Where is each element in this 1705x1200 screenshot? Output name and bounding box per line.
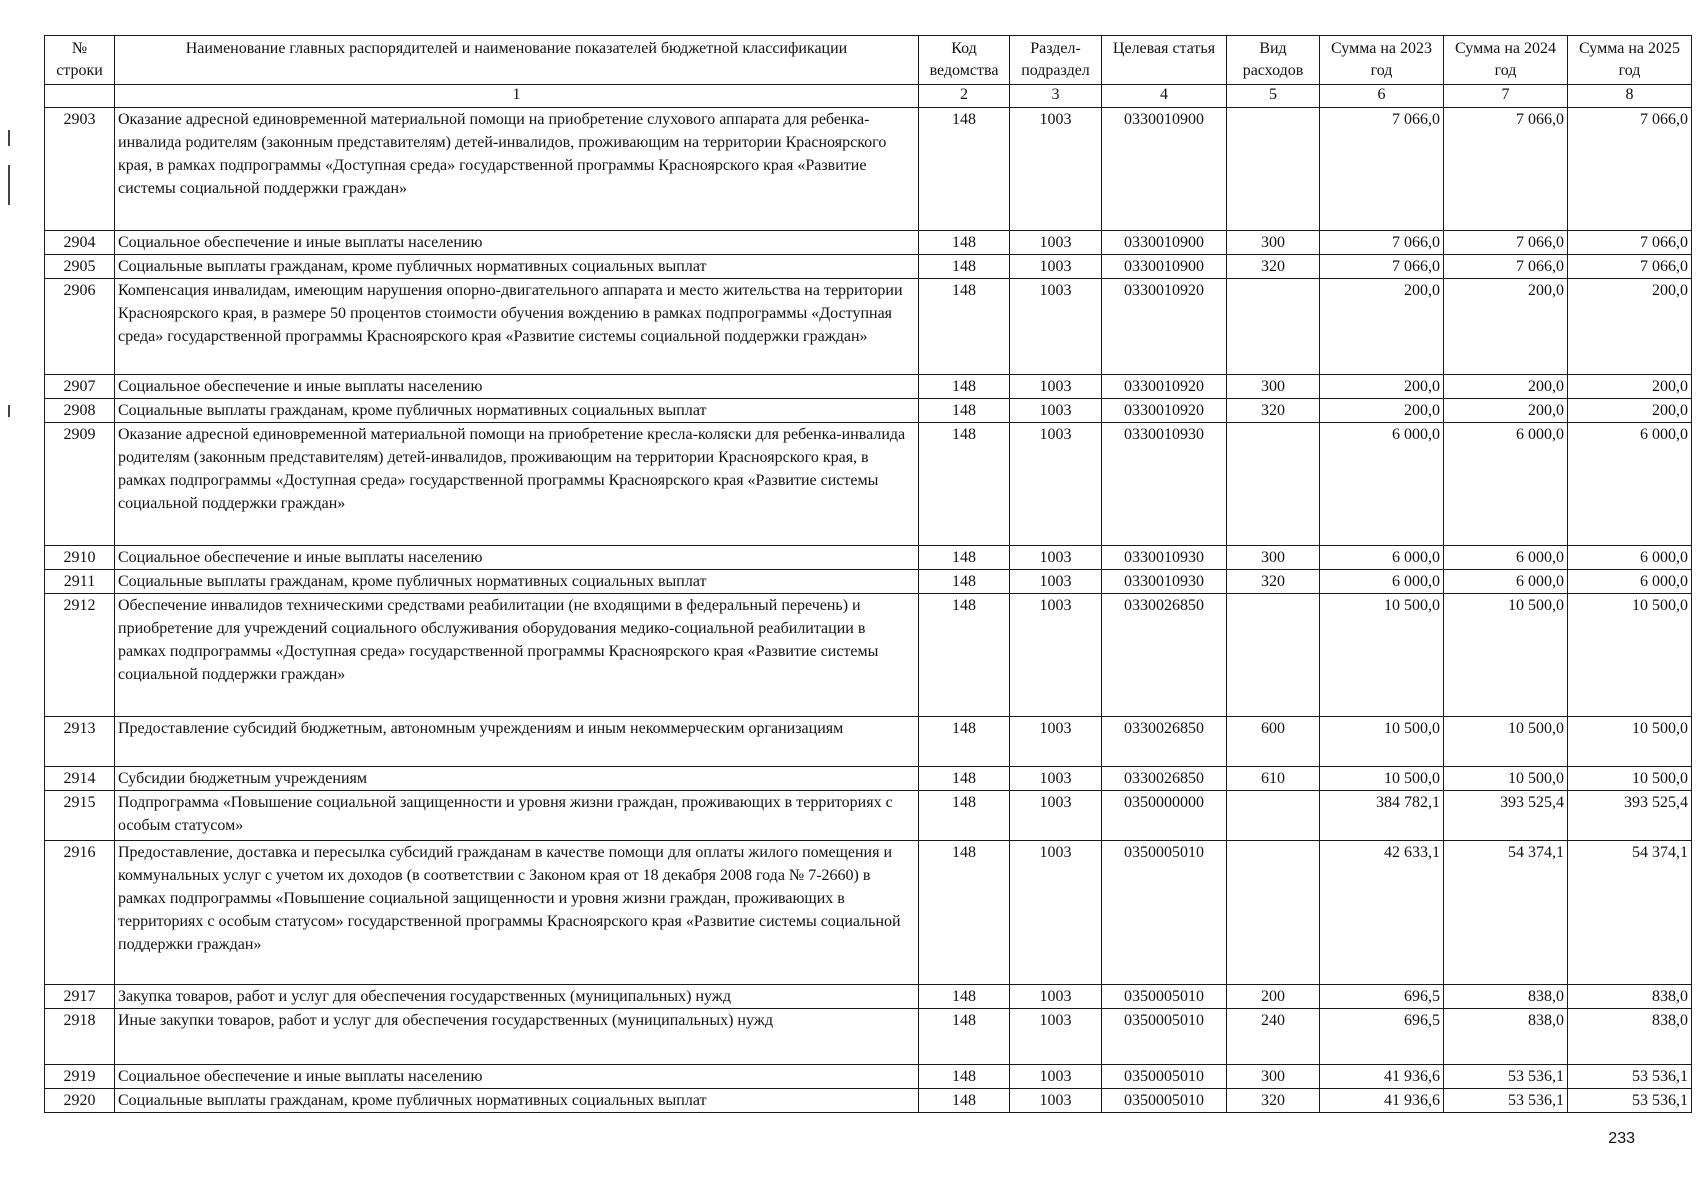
table-row — [45, 231, 1692, 255]
row-dept-code: 148 — [919, 1009, 1010, 1065]
row-sum-2024: 10 500,0 — [1444, 717, 1568, 767]
table-row — [45, 717, 1692, 767]
header-dept-code: Код ведомства — [919, 36, 1010, 85]
row-sum-2023: 7 066,0 — [1320, 231, 1444, 255]
row-name: Субсидии бюджетным учреждениям — [115, 767, 919, 791]
row-dept-code: 148 — [919, 255, 1010, 279]
row-section: 1003 — [1010, 255, 1102, 279]
row-target-article: 0330026850 — [1102, 767, 1227, 791]
row-section: 1003 — [1010, 546, 1102, 570]
row-dept-code: 148 — [919, 841, 1010, 985]
row-name: Социальное обеспечение и иные выплаты населению — [115, 546, 919, 570]
row-section: 1003 — [1010, 1009, 1102, 1065]
row-expense-kind: 300 — [1227, 231, 1320, 255]
row-expense-kind: 320 — [1227, 399, 1320, 423]
column-number: 6 — [1320, 85, 1444, 108]
row-dept-code: 148 — [919, 594, 1010, 717]
header-expense-kind: Вид расходов — [1227, 36, 1320, 85]
row-sum-2023: 7 066,0 — [1320, 255, 1444, 279]
row-number: 2904 — [45, 231, 115, 255]
row-number: 2903 — [45, 108, 115, 231]
row-sum-2024: 53 536,1 — [1444, 1089, 1568, 1113]
row-sum-2025: 6 000,0 — [1568, 570, 1692, 594]
row-sum-2023: 200,0 — [1320, 399, 1444, 423]
row-sum-2023: 200,0 — [1320, 375, 1444, 399]
header-name: Наименование главных распорядителей и наименование показателей бюджетной классификации — [115, 36, 919, 85]
header-sum-2025: Сумма на 2025 год — [1568, 36, 1692, 85]
header-rownum: № строки — [45, 36, 115, 85]
row-sum-2025: 200,0 — [1568, 375, 1692, 399]
row-sum-2025: 53 536,1 — [1568, 1065, 1692, 1089]
row-dept-code: 148 — [919, 985, 1010, 1009]
header-sum-2024: Сумма на 2024 год — [1444, 36, 1568, 85]
row-dept-code: 148 — [919, 791, 1010, 841]
row-sum-2024: 838,0 — [1444, 1009, 1568, 1065]
row-target-article: 0350005010 — [1102, 1065, 1227, 1089]
row-target-article: 0330010920 — [1102, 399, 1227, 423]
row-target-article: 0330010930 — [1102, 570, 1227, 594]
row-sum-2025: 10 500,0 — [1568, 594, 1692, 717]
row-section: 1003 — [1010, 594, 1102, 717]
column-number: 4 — [1102, 85, 1227, 108]
row-name: Социальные выплаты гражданам, кроме публичных нормативных социальных выплат — [115, 255, 919, 279]
row-number: 2910 — [45, 546, 115, 570]
row-sum-2025: 7 066,0 — [1568, 255, 1692, 279]
table-row — [45, 255, 1692, 279]
row-sum-2025: 838,0 — [1568, 1009, 1692, 1065]
row-sum-2025: 200,0 — [1568, 279, 1692, 375]
row-sum-2023: 10 500,0 — [1320, 717, 1444, 767]
row-expense-kind: 610 — [1227, 767, 1320, 791]
row-sum-2024: 54 374,1 — [1444, 841, 1568, 985]
budget-table — [44, 35, 1692, 1113]
page-number: 233 — [1608, 1130, 1635, 1147]
row-sum-2024: 7 066,0 — [1444, 108, 1568, 231]
row-dept-code: 148 — [919, 1065, 1010, 1089]
row-sum-2025: 7 066,0 — [1568, 108, 1692, 231]
column-number: 3 — [1010, 85, 1102, 108]
table-row — [45, 423, 1692, 546]
row-sum-2024: 838,0 — [1444, 985, 1568, 1009]
row-target-article: 0330010920 — [1102, 279, 1227, 375]
column-number: 2 — [919, 85, 1010, 108]
row-sum-2024: 200,0 — [1444, 375, 1568, 399]
row-name: Социальные выплаты гражданам, кроме публичных нормативных социальных выплат — [115, 1089, 919, 1113]
row-name: Социальные выплаты гражданам, кроме публичных нормативных социальных выплат — [115, 399, 919, 423]
row-sum-2025: 53 536,1 — [1568, 1089, 1692, 1113]
row-section: 1003 — [1010, 1065, 1102, 1089]
column-number-row — [45, 85, 1692, 108]
row-section: 1003 — [1010, 767, 1102, 791]
table-row — [45, 767, 1692, 791]
row-sum-2024: 53 536,1 — [1444, 1065, 1568, 1089]
row-target-article: 0350005010 — [1102, 985, 1227, 1009]
row-number: 2905 — [45, 255, 115, 279]
row-sum-2025: 54 374,1 — [1568, 841, 1692, 985]
row-number: 2909 — [45, 423, 115, 546]
row-expense-kind — [1227, 791, 1320, 841]
row-sum-2023: 6 000,0 — [1320, 423, 1444, 546]
column-number: 8 — [1568, 85, 1692, 108]
row-section: 1003 — [1010, 570, 1102, 594]
row-name: Социальные выплаты гражданам, кроме публичных нормативных социальных выплат — [115, 570, 919, 594]
row-sum-2025: 10 500,0 — [1568, 767, 1692, 791]
row-dept-code: 148 — [919, 1089, 1010, 1113]
row-sum-2023: 42 633,1 — [1320, 841, 1444, 985]
row-target-article: 0330026850 — [1102, 594, 1227, 717]
row-number: 2914 — [45, 767, 115, 791]
row-section: 1003 — [1010, 375, 1102, 399]
table-row — [45, 570, 1692, 594]
table-row — [45, 375, 1692, 399]
row-name: Иные закупки товаров, работ и услуг для обеспечения государственных (муниципальных) нужд — [115, 1009, 919, 1065]
row-name: Оказание адресной единовременной материальной помощи на приобретение кресла-коляски для ребенка-инвалида родителям (законным представителям) детей-инвалидов, проживающим на территории Красноярского края, в рамках подпрограммы «Доступная среда» государственной программы Красноярского края «Развитие системы социальной поддержки граждан» — [115, 423, 919, 546]
row-sum-2024: 200,0 — [1444, 399, 1568, 423]
row-section: 1003 — [1010, 399, 1102, 423]
row-sum-2024: 10 500,0 — [1444, 767, 1568, 791]
row-number: 2915 — [45, 791, 115, 841]
row-expense-kind: 300 — [1227, 1065, 1320, 1089]
row-sum-2025: 6 000,0 — [1568, 546, 1692, 570]
row-sum-2025: 10 500,0 — [1568, 717, 1692, 767]
table-row — [45, 1065, 1692, 1089]
row-dept-code: 148 — [919, 108, 1010, 231]
column-number: 1 — [115, 85, 919, 108]
row-section: 1003 — [1010, 279, 1102, 375]
row-sum-2024: 200,0 — [1444, 279, 1568, 375]
row-number: 2907 — [45, 375, 115, 399]
row-number: 2918 — [45, 1009, 115, 1065]
row-number: 2912 — [45, 594, 115, 717]
row-target-article: 0330026850 — [1102, 717, 1227, 767]
row-dept-code: 148 — [919, 279, 1010, 375]
row-expense-kind — [1227, 594, 1320, 717]
row-expense-kind — [1227, 279, 1320, 375]
table-row — [45, 1089, 1692, 1113]
row-dept-code: 148 — [919, 231, 1010, 255]
row-number: 2920 — [45, 1089, 115, 1113]
row-sum-2023: 696,5 — [1320, 985, 1444, 1009]
column-number — [45, 85, 115, 108]
header-row — [45, 36, 1692, 85]
row-sum-2023: 696,5 — [1320, 1009, 1444, 1065]
table-row — [45, 399, 1692, 423]
row-dept-code: 148 — [919, 375, 1010, 399]
row-sum-2025: 200,0 — [1568, 399, 1692, 423]
row-sum-2023: 41 936,6 — [1320, 1089, 1444, 1113]
row-dept-code: 148 — [919, 423, 1010, 546]
row-sum-2025: 6 000,0 — [1568, 423, 1692, 546]
row-dept-code: 148 — [919, 767, 1010, 791]
row-sum-2025: 393 525,4 — [1568, 791, 1692, 841]
row-number: 2913 — [45, 717, 115, 767]
row-target-article: 0350000000 — [1102, 791, 1227, 841]
header-target-article: Целевая статья — [1102, 36, 1227, 85]
row-sum-2024: 6 000,0 — [1444, 423, 1568, 546]
row-expense-kind — [1227, 841, 1320, 985]
table-row — [45, 279, 1692, 375]
row-sum-2024: 6 000,0 — [1444, 546, 1568, 570]
row-expense-kind: 300 — [1227, 375, 1320, 399]
row-sum-2023: 6 000,0 — [1320, 570, 1444, 594]
header-sum-2023: Сумма на 2023 год — [1320, 36, 1444, 85]
row-expense-kind: 320 — [1227, 1089, 1320, 1113]
row-section: 1003 — [1010, 231, 1102, 255]
row-section: 1003 — [1010, 1089, 1102, 1113]
table-row — [45, 108, 1692, 231]
row-expense-kind — [1227, 108, 1320, 231]
row-expense-kind: 320 — [1227, 255, 1320, 279]
row-sum-2023: 6 000,0 — [1320, 546, 1444, 570]
row-dept-code: 148 — [919, 399, 1010, 423]
row-name: Предоставление субсидий бюджетным, автономным учреждениям и иным некоммерческим организациям — [115, 717, 919, 767]
row-target-article: 0330010930 — [1102, 546, 1227, 570]
scan-mark — [8, 130, 10, 146]
row-sum-2023: 384 782,1 — [1320, 791, 1444, 841]
row-dept-code: 148 — [919, 546, 1010, 570]
row-sum-2024: 7 066,0 — [1444, 231, 1568, 255]
row-expense-kind: 320 — [1227, 570, 1320, 594]
row-section: 1003 — [1010, 717, 1102, 767]
table-row — [45, 1009, 1692, 1065]
row-expense-kind: 600 — [1227, 717, 1320, 767]
row-sum-2023: 10 500,0 — [1320, 594, 1444, 717]
row-sum-2023: 200,0 — [1320, 279, 1444, 375]
row-expense-kind: 300 — [1227, 546, 1320, 570]
row-expense-kind: 200 — [1227, 985, 1320, 1009]
row-sum-2023: 10 500,0 — [1320, 767, 1444, 791]
row-target-article: 0330010920 — [1102, 375, 1227, 399]
row-section: 1003 — [1010, 841, 1102, 985]
row-name: Компенсация инвалидам, имеющим нарушения опорно-двигательного аппарата и место жительства на территории Красноярского края, в размере 50 процентов стоимости обучения вождению в рамках подпрограммы «Доступная среда» государственной программы Красноярского края «Развитие системы социальной поддержки граждан» — [115, 279, 919, 375]
row-dept-code: 148 — [919, 570, 1010, 594]
row-name: Социальное обеспечение и иные выплаты населению — [115, 1065, 919, 1089]
row-number: 2916 — [45, 841, 115, 985]
row-section: 1003 — [1010, 423, 1102, 546]
row-section: 1003 — [1010, 108, 1102, 231]
row-number: 2911 — [45, 570, 115, 594]
table-row — [45, 791, 1692, 841]
row-sum-2023: 41 936,6 — [1320, 1065, 1444, 1089]
row-target-article: 0330010900 — [1102, 231, 1227, 255]
row-dept-code: 148 — [919, 717, 1010, 767]
row-expense-kind: 240 — [1227, 1009, 1320, 1065]
row-sum-2023: 7 066,0 — [1320, 108, 1444, 231]
row-sum-2025: 838,0 — [1568, 985, 1692, 1009]
row-name: Оказание адресной единовременной материальной помощи на приобретение слухового аппарата для ребенка-инвалида родителям (законным представителям) детей-инвалидов, проживающим на территории Красноярского края, в рамках подпрограммы «Доступная среда» государственной программы Красноярского края «Развитие системы социальной поддержки граждан» — [115, 108, 919, 231]
row-target-article: 0330010900 — [1102, 255, 1227, 279]
row-name: Закупка товаров, работ и услуг для обеспечения государственных (муниципальных) нужд — [115, 985, 919, 1009]
row-number: 2908 — [45, 399, 115, 423]
row-name: Социальное обеспечение и иные выплаты населению — [115, 375, 919, 399]
scan-mark — [8, 405, 10, 417]
table-row — [45, 841, 1692, 985]
row-name: Социальное обеспечение и иные выплаты населению — [115, 231, 919, 255]
table-row — [45, 985, 1692, 1009]
row-sum-2024: 393 525,4 — [1444, 791, 1568, 841]
row-sum-2024: 10 500,0 — [1444, 594, 1568, 717]
row-target-article: 0350005010 — [1102, 1089, 1227, 1113]
header-section: Раздел-подраздел — [1010, 36, 1102, 85]
row-sum-2024: 6 000,0 — [1444, 570, 1568, 594]
column-number: 5 — [1227, 85, 1320, 108]
row-target-article: 0350005010 — [1102, 841, 1227, 985]
row-sum-2024: 7 066,0 — [1444, 255, 1568, 279]
row-target-article: 0330010900 — [1102, 108, 1227, 231]
row-name: Подпрограмма «Повышение социальной защищенности и уровня жизни граждан, проживающих в территориях с особым статусом» — [115, 791, 919, 841]
row-expense-kind — [1227, 423, 1320, 546]
row-number: 2906 — [45, 279, 115, 375]
row-section: 1003 — [1010, 985, 1102, 1009]
table-row — [45, 594, 1692, 717]
row-target-article: 0350005010 — [1102, 1009, 1227, 1065]
row-target-article: 0330010930 — [1102, 423, 1227, 546]
row-name: Предоставление, доставка и пересылка субсидий гражданам в качестве помощи для оплаты жилого помещения и коммунальных услуг с учетом их доходов (в соответствии с Законом края от 18 декабря 2008 года № 7-2660) в рамках подпрограммы «Повышение социальной защищенности и уровня жизни граждан, проживающих в территориях с особым статусом» государственной программы Красноярского края «Развитие системы социальной поддержки граждан» — [115, 841, 919, 985]
scan-mark — [8, 165, 10, 205]
row-name: Обеспечение инвалидов техническими средствами реабилитации (не входящими в федеральный перечень) и приобретение для учреждений социального обслуживания оборудования медико-социальной реабилитации в рамках подпрограммы «Доступная среда» государственной программы Красноярского края «Развитие системы социальной поддержки граждан» — [115, 594, 919, 717]
row-sum-2025: 7 066,0 — [1568, 231, 1692, 255]
row-number: 2917 — [45, 985, 115, 1009]
table-row — [45, 546, 1692, 570]
row-number: 2919 — [45, 1065, 115, 1089]
column-number: 7 — [1444, 85, 1568, 108]
row-section: 1003 — [1010, 791, 1102, 841]
